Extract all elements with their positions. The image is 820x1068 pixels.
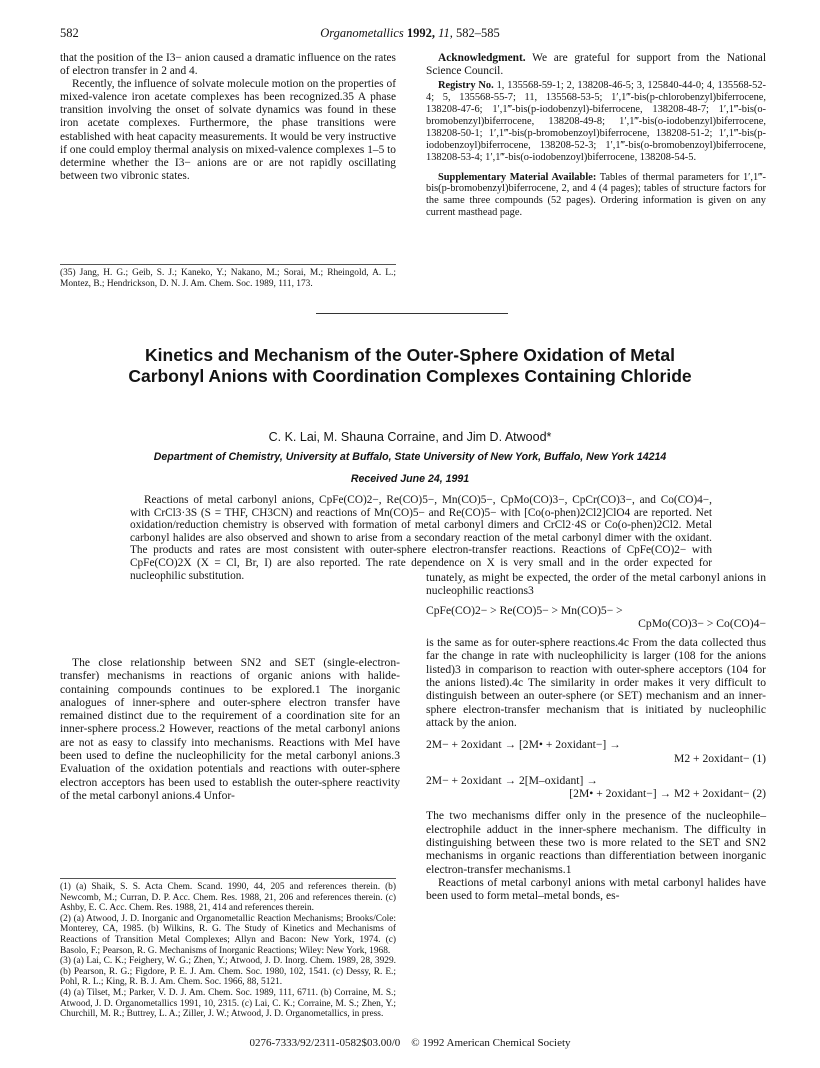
footnote-2: (2) (a) Atwood, J. D. Inorganic and Organometallic Reaction Mechanisms; Brooks/Cole: Monterey, CA, 1985. (b) Wilkins, R. G. The Study of Kinetics and Mechanisms of Reactions of Transition Metal Complexes; Allyn and Bacon: New York, 1974. (c) Basolo, F.; Pearson, R. G. Mechanisms of Inorganic Reactions; Wiley: New York, 1968.: [60, 913, 396, 956]
page-footer: [60, 1037, 760, 1049]
equation-2-line-2: [2M• + 2oxidant−] → M2 + 2oxidant− (2): [569, 787, 766, 801]
article-separator: [316, 313, 508, 314]
equation-1-line-2: M2 + 2oxidant− (1): [674, 751, 766, 765]
page-number: 582: [60, 26, 79, 40]
footnote-35: (35) Jang, H. G.; Geib, S. J.; Kaneko, Y.; Nakano, M.; Sorai, M.; Rheingold, A. L.; Montez, B.; Hendrickson, D. N. J. Am. Chem. Soc. 1989, 111, 173.: [60, 268, 396, 289]
footnote-1: (1) (a) Shaik, S. S. Acta Chem. Scand. 1990, 44, 205 and references therein. (b) Newcomb, M.; Curran, D. P. Acc. Chem. Res. 1988, 21, 206 and references therein. (c) Ashby, E. C. Acc. Chem. Res. 1988, 21, 414 and references therein.: [60, 882, 396, 914]
nucleophilicity-order-line-2: CpMo(CO)3− > Co(CO)4−: [638, 616, 766, 630]
prev-left-paragraph-1: that the position of the I3− anion caused a dramatic influence on the rates of electron transfer in 2 and 4.: [60, 52, 396, 78]
intro-paragraph: The close relationship between SN2 and SET (single-electron-transfer) mechanisms in reactions of organic anions with halide-containing compounds continues to be explored.1 The inorganic analogues of inner-sphere and outer-sphere electron transfer have remained distinct due to the requirement of a coordination site for an inner-sphere process.2 However, reactions of the metal carbonyl anions are not as easy to classify into mechanisms. Reactions with MeI have been used to define the nucleophilicity for the metal carbonyl anions.3 Evaluation of the oxidation potentials and reactions with outer-sphere electron acceptors has been used to establish the outer-sphere reactivity of the metal carbonyl anions.4 Unfor-: [60, 656, 400, 802]
acknowledgment: [426, 52, 766, 78]
article-left-column: [60, 656, 400, 802]
footnote-4: (4) (a) Tilset, M.; Parker, V. D. J. Am. Chem. Soc. 1989, 111, 6711. (b) Corraine, M. S.; Atwood, J. D. Organometallics 1991, 10, 2315. (c) Lai, C. K.; Corraine, M. S.; Zhen, Y.; Churchill, M. R.; Buttrey, L. A.; Ziller, J. W.; Atwood, J. D. Organometallics, in press.: [60, 987, 396, 1020]
equation-1-line-1: 2M− + 2oxidant → [2M• + 2oxidant−] →: [426, 738, 621, 752]
received-date: Received June 24, 1991: [350, 473, 470, 485]
article-right-column: [426, 571, 766, 903]
registry-text: 1, 135568-59-1; 2, 138208-46-5; 3, 125840-44-0; 4, 135568-52-4; 5, 135568-55-7; 11, 135568-53-5; 1′,1‴-bis(p-chlorobenzyl)biferrocene, 138208-47-6; 1′,1‴-bis(p-iodobenzyl)-biferrocene, 138208-48-7; 1′,1‴-bis(o-bromobenzyl)biferrocene, 138208-49-8; 1′,1‴-bis(o-iodobenzyl)biferrocene, 138208-50-1; 1′,1‴-bis(p-bromobenzoyl)biferrocene, 138208-51-2; 1′,1‴-bis(p-iodobenzoyl)biferrocene, 138208-52-3; 1′,1‴-bis(o-bromobenzoyl)biferrocene, 138208-53-4; 1′,1‴-bis(o-iodobenzoyl)biferrocene, 138208-54-5.: [426, 80, 766, 163]
article-authors: C. K. Lai, M. Shauna Corraine, and Jim D. Atwood*: [268, 430, 552, 444]
supplementary-text: Tables of thermal parameters for 1′,1‴-bis(p-bromobenzyl)biferrocene, 2, and 4 (4 pages); tables of structure factors for the same three compounds (52 pages). Ordering information is given on any current masthead page.: [426, 171, 766, 219]
article-affiliation: Department of Chemistry, University at Buffalo, State University of New York, Buffalo, New York 14214: [153, 451, 667, 463]
footnote-divider-prev: [60, 264, 396, 265]
prev-footnotes: [60, 268, 396, 289]
right-paragraph-1: tunately, as might be expected, the order of the metal carbonyl anions in nucleophilic reactions3: [426, 571, 766, 598]
supplementary-material: [426, 172, 766, 220]
article-title: Kinetics and Mechanism of the Outer-Sphere Oxidation of Metal Carbonyl Anions with Coordination Complexes Containing Chloride: [128, 345, 692, 386]
acknowledgment-text: We are grateful for support from the National Science Council.: [426, 52, 766, 78]
registry-heading: Registry No.: [438, 80, 494, 92]
journal-pages: 582–585: [456, 26, 500, 40]
acknowledgment-heading: Acknowledgment.: [438, 52, 526, 64]
equation-2-line-1: 2M− + 2oxidant → 2[M–oxidant] →: [426, 773, 598, 787]
prev-article-left-column: [60, 52, 396, 183]
abstract-text: Reactions of metal carbonyl anions, CpFe(CO)2−, Re(CO)5−, Mn(CO)5−, CpMo(CO)3−, CpCr(CO)3−, and Co(CO)4−, with CrCl3·3S (S = THF, CH3CN) and reactions of Mn(CO)5− and Re(CO)5− with [Co(o-phen)2Cl2]ClO4 are reported. Net oxidation/reduction chemistry is observed with formation of metal carbonyl dimers and CrCl2·4S or Co(o-phen)2Cl2. Metal carbonyl halides are also observed and shown to arise from a secondary reaction of the metal carbonyl dimer with the oxidant. The products and rates are most consistent with outer-sphere electron-transfer reactions. Reactions of CpFe(CO)2− with CpFe(CO)2X (X = Cl, Br, I) are also reported. The rate dependence on X is very small and in the order expected for nucleophilic substitution.: [130, 494, 712, 582]
right-paragraph-2: is the same as for outer-sphere reactions.4c From the data collected thus far the change in rate with nucleophilicity is larger (108 for the anions listed)3 in comparison to reaction with outer-sphere acceptors (104 for the anions listed).4c The similarity in order makes it very difficult to distinguish between an outer-sphere (or SET) mechanism and an inner-sphere electron-transfer mechanism that is initiated by nucleophilic attack by the anion.: [426, 636, 766, 729]
supplementary-heading: Supplementary Material Available:: [438, 171, 597, 183]
prev-left-paragraph-2: Recently, the influence of solvate molecule motion on the properties of mixed-valence iron acetate complexes has been recognized.35 A phase transition involving the onset of solvate dynamics was found in these iron acetate complexes. Furthermore, the phase transitions were established with heat capacity measurements. It would be very instructive if one could employ thermal analysis on mixed-valence complexes 1–5 to determine whether the I3− anions are or are not rapidly oscillating between two vibronic states.: [60, 78, 396, 182]
page-header: [60, 26, 760, 44]
abstract: [130, 494, 712, 582]
prev-article-right-column: [426, 52, 766, 219]
journal-name: Organometallics: [320, 26, 404, 40]
right-paragraph-4: Reactions of metal carbonyl anions with metal carbonyl halides have been used to form metal–metal bonds, es-: [426, 875, 766, 903]
registry-numbers: [426, 80, 766, 163]
footnote-3: (3) (a) Lai, C. K.; Feighery, W. G.; Zhen, Y.; Atwood, J. D. Inorg. Chem. 1989, 28, 3929. (b) Pearson, R. G.; Figdore, P. E. J. Am. Chem. Soc. 1980, 102, 1541. (c) Dessy, R. E.; Pohl, R. L.; King, R. B. J. Am. Chem. Soc. 1966, 88, 5121.: [60, 956, 396, 988]
journal-volume: 11,: [438, 26, 453, 40]
right-paragraph-3: The two mechanisms differ only in the presence of the nucleophile–electrophile adduct in the inner-sphere mechanism. The difficulty in distinguishing between these two is more related to the SET and SN2 mechanisms in organic reactions than differentiation between inorganic electron-transfer mechanisms.1: [426, 809, 766, 876]
footnote-divider: [60, 878, 396, 879]
journal-citation: [60, 26, 760, 41]
nucleophilicity-order-line-1: CpFe(CO)2− > Re(CO)5− > Mn(CO)5− >: [426, 603, 623, 617]
copyright: © 1992 American Chemical Society: [411, 1037, 571, 1049]
article-footnotes: [60, 882, 396, 1020]
journal-year: 1992,: [406, 26, 436, 40]
article-code: 0276-7333/92/2311-0582$03.00/0: [249, 1037, 401, 1049]
